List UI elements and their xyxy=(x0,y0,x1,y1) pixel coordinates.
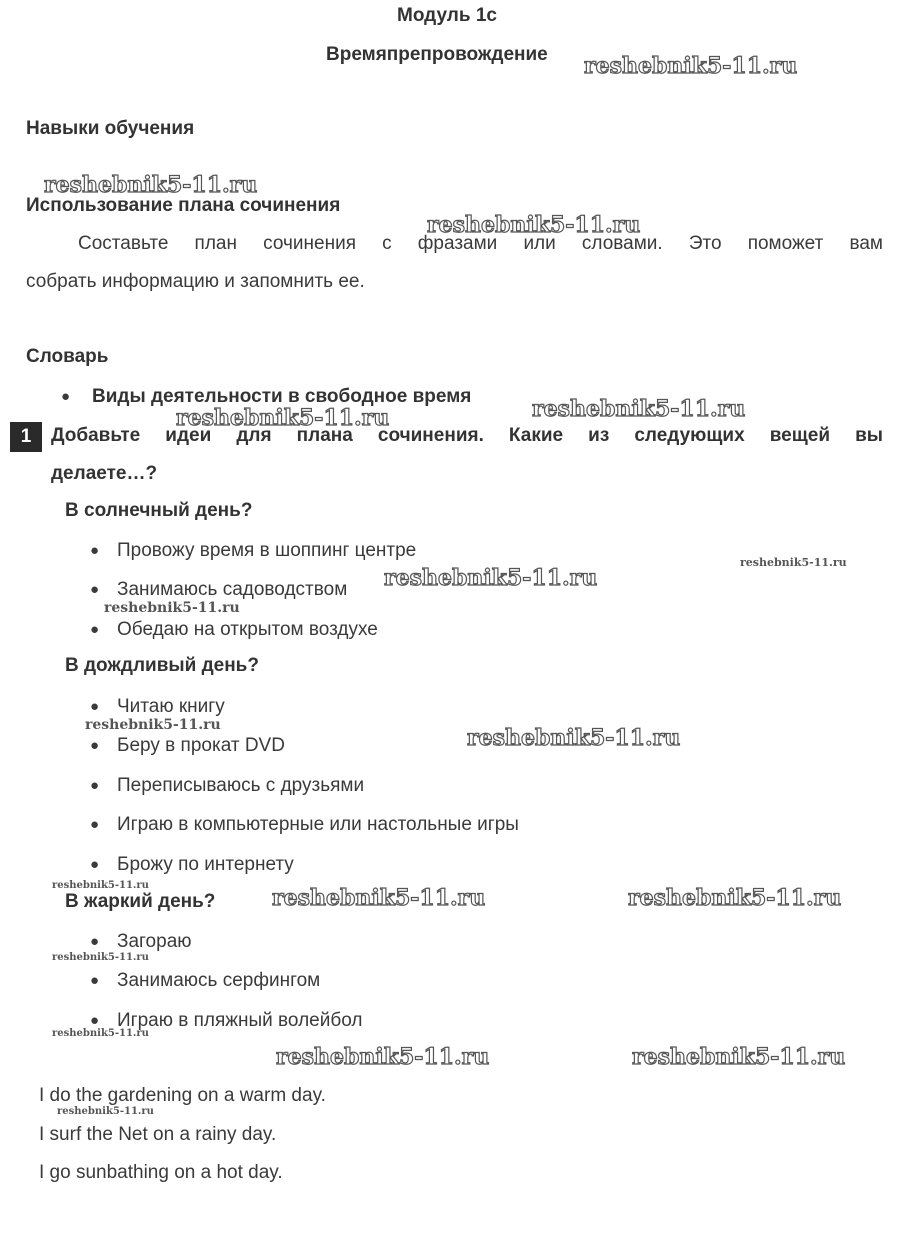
section-vocabulary: Словарь xyxy=(26,346,109,367)
vocabulary-bullet: ● Виды деятельности в свободное время xyxy=(61,386,472,407)
list-item: ● Занимаюсь серфингом xyxy=(90,970,321,991)
bullet-icon: ● xyxy=(90,777,100,794)
section-study-skills: Навыки обучения xyxy=(26,118,195,139)
answer-line-1: I do the gardening on a warm day. xyxy=(39,1085,326,1106)
topic-title: Времяпрепровождение xyxy=(326,44,548,65)
sunny-heading: В солнечный день? xyxy=(65,500,253,521)
watermark: reshebnik5-11.ru xyxy=(384,565,598,591)
watermark: reshebnik5-11.ru xyxy=(104,600,240,616)
task-instruction-line1: Добавьте идеи для плана сочинения. Какие из следующих вещей вы xyxy=(51,425,883,446)
bullet-icon: ● xyxy=(90,542,100,559)
task-instruction-line2: делаете…? xyxy=(51,463,158,484)
watermark: reshebnik5-11.ru xyxy=(44,172,258,198)
bullet-icon: ● xyxy=(90,816,100,833)
watermark: reshebnik5-11.ru xyxy=(427,212,641,238)
watermark: reshebnik5-11.ru xyxy=(584,53,798,79)
list-item: ● Обедаю на открытом воздухе xyxy=(90,619,378,640)
answer-line-3: I go sunbathing on a hot day. xyxy=(39,1162,283,1183)
watermark: reshebnik5-11.ru xyxy=(467,725,681,751)
watermark: reshebnik5-11.ru xyxy=(740,556,847,569)
answer-line-2: I surf the Net on a rainy day. xyxy=(39,1124,277,1145)
watermark: reshebnik5-11.ru xyxy=(52,880,149,891)
watermark: reshebnik5-11.ru xyxy=(272,885,486,911)
list-item: ● Играю в пляжный волейбол xyxy=(90,1010,363,1031)
bullet-icon: ● xyxy=(90,621,100,638)
bullet-icon: ● xyxy=(90,581,100,598)
bullet-icon: ● xyxy=(90,972,100,989)
watermark: reshebnik5-11.ru xyxy=(532,396,746,422)
hot-heading: В жаркий день? xyxy=(65,891,216,912)
watermark: reshebnik5-11.ru xyxy=(276,1044,490,1070)
plan-paragraph-line1: Составьте план сочинения с фразами или словами. Это поможет вам xyxy=(78,233,883,254)
watermark: reshebnik5-11.ru xyxy=(57,1106,154,1117)
bullet-icon: ● xyxy=(90,698,100,715)
watermark: reshebnik5-11.ru xyxy=(52,952,149,963)
list-item: ● Провожу время в шоппинг центре xyxy=(90,540,417,561)
bullet-icon: ● xyxy=(61,388,71,405)
list-item: ● Переписываюсь с друзьями xyxy=(90,775,365,796)
rainy-heading: В дождливый день? xyxy=(65,655,259,676)
task-number-badge: 1 xyxy=(10,422,42,452)
watermark: reshebnik5-11.ru xyxy=(176,405,390,431)
bullet-icon: ● xyxy=(90,737,100,754)
plan-paragraph-line2: собрать информацию и запомнить ее. xyxy=(26,271,365,292)
list-item: ● Играю в компьютерные или настольные игры xyxy=(90,814,519,835)
watermark: reshebnik5-11.ru xyxy=(628,885,842,911)
subsection-plan: Использование плана сочинения xyxy=(26,195,341,216)
bullet-icon: ● xyxy=(90,933,100,950)
watermark: reshebnik5-11.ru xyxy=(632,1044,846,1070)
list-item: ● Брожу по интернету xyxy=(90,854,294,875)
list-item: ● Беру в прокат DVD xyxy=(90,735,285,756)
bullet-icon: ● xyxy=(90,1012,100,1029)
watermark: reshebnik5-11.ru xyxy=(85,717,221,733)
bullet-icon: ● xyxy=(90,856,100,873)
module-title: Модуль 1c xyxy=(397,5,497,26)
list-item: ● Читаю книгу xyxy=(90,696,225,717)
list-item: ● Загораю xyxy=(90,931,192,952)
list-item: ● Занимаюсь садоводством xyxy=(90,579,348,600)
watermark: reshebnik5-11.ru xyxy=(52,1028,149,1039)
